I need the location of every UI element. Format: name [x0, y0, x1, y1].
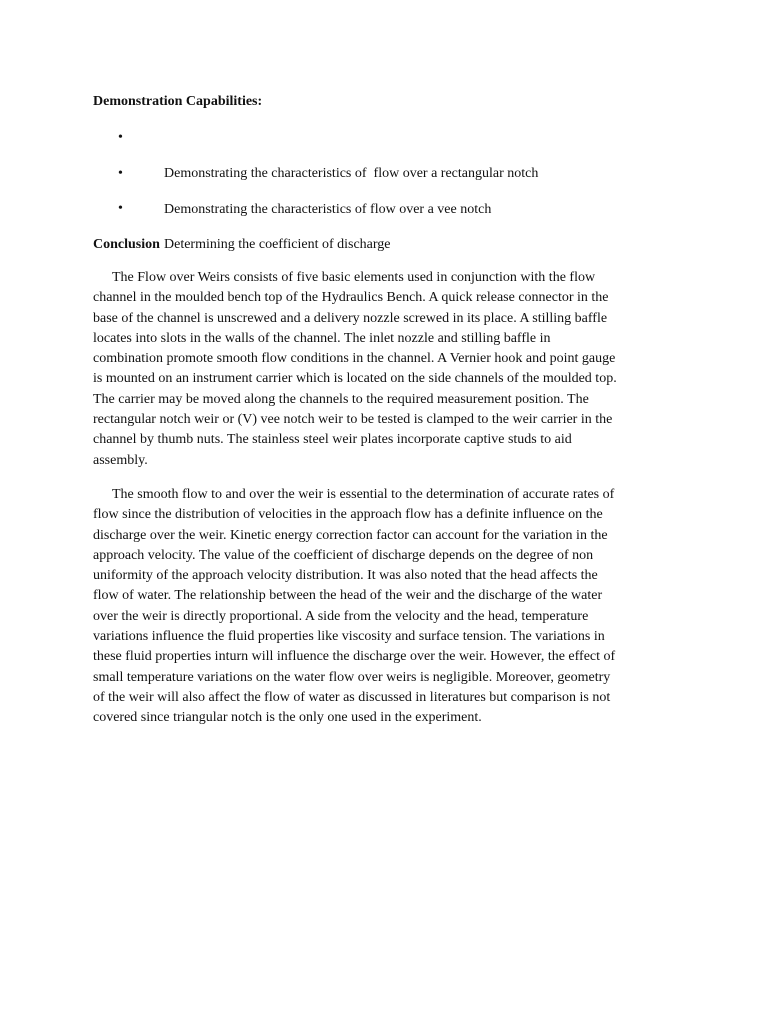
paragraph-line: small temperature variations on the water flow over weirs is negligible. Moreover, geometry: [93, 669, 611, 685]
paragraph-line: rectangular notch weir or (V) vee notch weir to be tested is clamped to the weir carrier in the: [93, 412, 613, 428]
paragraph-line: The smooth flow to and over the weir is essential to the determination of accurate rates of: [112, 487, 615, 502]
capability-text: Demonstrating the characteristics of flow over a vee notch: [164, 202, 492, 217]
paragraph-line: flow of water. The relationship between the head of the weir and the discharge of the water: [93, 588, 603, 604]
paragraph-line: over the weir is directly proportional. A side from the velocity and the head, temperature: [93, 608, 589, 624]
bullet-icon: •: [118, 201, 123, 216]
paragraph-line: is mounted on an instrument carrier which is located on the side channels of the moulded top.: [93, 371, 617, 387]
capability-text: Demonstrating the characteristics of flow over a rectangular notch: [164, 166, 539, 181]
paragraph-line: channel in the moulded bench top of the Hydraulics Bench. A quick release connector in the: [93, 290, 609, 306]
paragraph-line: flow since the distribution of velocities in the approach flow has a definite influence on the: [93, 507, 603, 523]
paragraph-1: [93, 268, 693, 471]
paragraph-line: locates into slots in the walls of the channel. The inlet nozzle and stilling baffle in: [93, 330, 551, 346]
paragraph-line: combination promote smooth flow conditions in the channel. A Vernier hook and point gauge: [93, 351, 616, 367]
paragraph-line: of the weir will also affect the flow of water as discussed in literatures but comparison is not: [93, 689, 611, 705]
paragraph-line: these fluid properties inturn will influence the discharge over the weir. However, the effect of: [93, 649, 616, 665]
conclusion-heading: Conclusion: [93, 237, 160, 252]
paragraph-line: covered since triangular notch is the only one used in the experiment.: [93, 710, 482, 726]
paragraph-line: assembly.: [93, 452, 148, 468]
capabilities-heading: Demonstration Capabilities:: [93, 94, 263, 109]
capability-text: Determining the coefficient of discharge: [164, 237, 391, 252]
paragraph-line: uniformity of the approach velocity distribution. It was also noted that the head affects the: [93, 568, 598, 584]
paragraph-line: The Flow over Weirs consists of five basic elements used in conjunction with the flow: [112, 270, 596, 285]
bullet-icon: •: [118, 130, 123, 145]
paragraph-line: The carrier may be moved along the channels to the required measurement position. The: [93, 391, 589, 407]
paragraph-2: [93, 485, 693, 729]
paragraph-line: approach velocity. The value of the coefficient of discharge depends on the degree of non: [93, 547, 594, 563]
paragraph-line: variations influence the fluid properties like viscosity and surface tension. The variations in: [93, 629, 605, 645]
bullet-icon: •: [118, 166, 123, 181]
paragraph-line: base of the channel is unscrewed and a delivery nozzle screwed in its place. A stilling baffle: [93, 310, 608, 326]
paragraph-line: channel by thumb nuts. The stainless steel weir plates incorporate captive studs to aid: [93, 432, 572, 448]
paragraph-line: discharge over the weir. Kinetic energy correction factor can account for the variation in the: [93, 527, 608, 543]
